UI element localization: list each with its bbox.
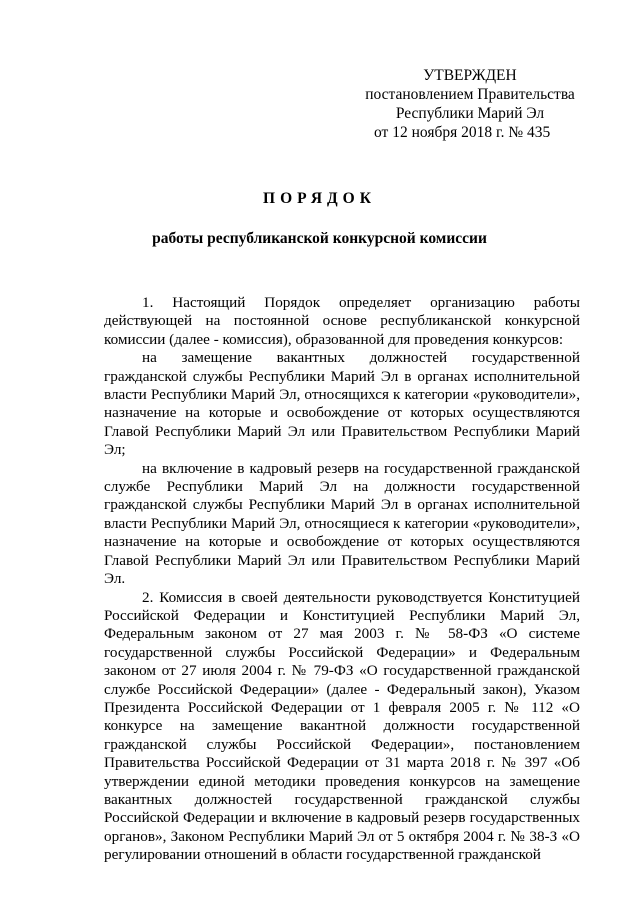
paragraph-2: на замещение вакантных должностей государственной гражданской службы Республики Марий Эл в органах исполнительной власти Республики Марий Эл, относящихся к категории «руководители», назначение на которые и освобождение от которых осуществляются Главой Республики Марий Эл или Правительством Республики Марий Эл; bbox=[104, 349, 580, 459]
document-body bbox=[104, 294, 580, 865]
approval-date-line: от 12 ноября 2018 г. № 435 bbox=[374, 124, 551, 141]
document-subtitle: работы республиканской конкурсной комиссии bbox=[152, 230, 487, 247]
paragraph-3: на включение в кадровый резерв на государственной гражданской службе Республики Марий Эл на должности государственной гражданской службы Республики Марий Эл в органах исполнительной власти Республики Марий Эл, относящиеся к категории «руководители», назначение на которые и освобождение от которых осуществляются Главой Республики Марий Эл или Правительством Республики Марий Эл. bbox=[104, 459, 580, 588]
paragraph-4: 2. Комиссия в своей деятельности руководствуется Конституцией Российской Федерации и Конституцией Республики Марий Эл, Федеральным законом от 27 мая 2003 г. № 58-ФЗ «О системе государственной службы Российской Федерации» и Федеральным законом от 27 июля 2004 г. № 79-ФЗ «О государственной гражданской службе Российской Федерации» (далее - Федеральный закон), Указом Президента Российской Федерации от 1 февраля 2005 г. № 112 «О конкурсе на замещение вакантной должности государственной гражданской службы Российской Федерации», постановлением Правительства Российской Федерации от 31 марта 2018 г. № 397 «Об утверждении единой методики проведения конкурсов на замещение вакантных должностей государственной гражданской службы Российской Федерации и включение в кадровый резерв государственных органов», Законом Республики Марий Эл от 5 октября 2004 г. № 38-З «О регулировании отношений в области государственной гражданской bbox=[104, 588, 580, 864]
approval-line-1: постановлением Правительства bbox=[365, 86, 575, 103]
paragraph-1: 1. Настоящий Порядок определяет организацию работы действующей на постоянной основе республиканской конкурсной комиссии (далее - комиссия), образованной для проведения конкурсов: bbox=[104, 294, 580, 348]
document-title: ПОРЯДОК bbox=[263, 190, 376, 207]
approval-line-2: Республики Марий Эл bbox=[395, 105, 545, 122]
approval-stamp bbox=[360, 66, 580, 142]
approval-title: УТВЕРЖДЕН bbox=[423, 67, 517, 84]
